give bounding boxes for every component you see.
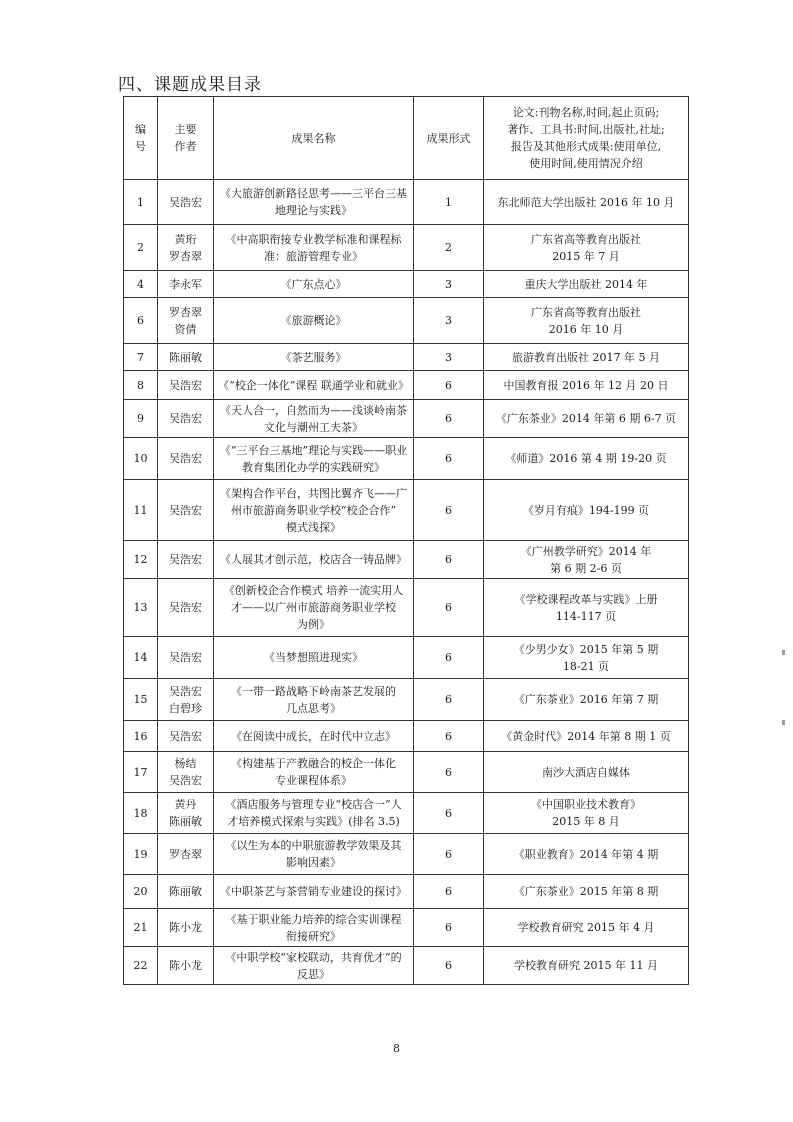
cell-form: 6 — [414, 793, 484, 834]
cell-form: 3 — [414, 271, 484, 298]
cell-authors: 黄珩 罗杏翠 — [158, 225, 214, 271]
cell-form: 6 — [414, 400, 484, 438]
cell-title: 《人展其才创示范，校店合一铸品牌》 — [214, 541, 414, 579]
cell-no: 9 — [124, 400, 158, 438]
cell-form: 6 — [414, 579, 484, 637]
table-row — [124, 875, 689, 909]
header-title: 成果名称 — [214, 97, 414, 180]
table-row — [124, 637, 689, 679]
cell-no: 22 — [124, 947, 158, 985]
cell-publication-info: 广东省高等教育出版社 2015 年 7 月 — [484, 225, 689, 271]
table-row — [124, 541, 689, 579]
cell-publication-info: 《学校课程改革与实践》上册 114-117 页 — [484, 579, 689, 637]
cell-title: 《茶艺服务》 — [214, 344, 414, 371]
header-publication-info: 论文:刊物名称,时间,起止页码; 著作、工具书:时间,出版社,社址; 报告及其他形式成果:使用单位, 使用时间,使用情况介绍 — [484, 97, 689, 180]
cell-publication-info: 广东省高等教育出版社 2016 年 10 月 — [484, 298, 689, 344]
cell-authors: 李永军 — [158, 271, 214, 298]
cell-form: 6 — [414, 909, 484, 947]
cell-authors: 吴浩宏 — [158, 371, 214, 400]
cell-publication-info: 《少男少女》2015 年第 5 期 18-21 页 — [484, 637, 689, 679]
cell-authors: 黄丹 陈丽敏 — [158, 793, 214, 834]
cell-form: 6 — [414, 721, 484, 752]
cell-no: 2 — [124, 225, 158, 271]
cell-publication-info: 旅游教育出版社 2017 年 5 月 — [484, 344, 689, 371]
cell-authors: 陈丽敏 — [158, 875, 214, 909]
table-row — [124, 438, 689, 480]
cell-authors: 陈丽敏 — [158, 344, 214, 371]
cell-no: 19 — [124, 834, 158, 875]
page-number: 8 — [393, 1042, 400, 1055]
header-author: 主要 作者 — [158, 97, 214, 180]
cell-form: 3 — [414, 298, 484, 344]
table-row — [124, 371, 689, 400]
cell-form: 6 — [414, 541, 484, 579]
table-row — [124, 579, 689, 637]
table-row — [124, 225, 689, 271]
cell-authors: 罗杏翠 资倩 — [158, 298, 214, 344]
cell-title: 《基于职业能力培养的综合实训课程 衔接研究》 — [214, 909, 414, 947]
cell-form: 3 — [414, 344, 484, 371]
cell-no: 20 — [124, 875, 158, 909]
cell-no: 12 — [124, 541, 158, 579]
cell-no: 16 — [124, 721, 158, 752]
header-no: 编 号 — [124, 97, 158, 180]
cell-no: 18 — [124, 793, 158, 834]
cell-authors: 陈小龙 — [158, 909, 214, 947]
cell-no: 11 — [124, 480, 158, 541]
cell-title: 《“三平台三基地”理论与实践——职业 教育集团化办学的实践研究》 — [214, 438, 414, 480]
cell-authors: 吴浩宏 白碧珍 — [158, 679, 214, 721]
cell-title: 《架构合作平台，共图比翼齐飞——广 州市旅游商务职业学校“校企合作” 模式浅探》 — [214, 480, 414, 541]
cell-form: 6 — [414, 947, 484, 985]
cell-publication-info: 《职业教育》2014 年第 4 期 — [484, 834, 689, 875]
section-heading: 四、课题成果目录 — [118, 75, 262, 95]
table-row — [124, 834, 689, 875]
table-row — [124, 679, 689, 721]
cell-title: 《构建基于产教融合的校企一体化 专业课程体系》 — [214, 752, 414, 793]
table-row — [124, 400, 689, 438]
cell-publication-info: 中国教育报 2016 年 12 月 20 日 — [484, 371, 689, 400]
table-row — [124, 721, 689, 752]
table-row — [124, 298, 689, 344]
cell-authors: 吴浩宏 — [158, 721, 214, 752]
cell-no: 13 — [124, 579, 158, 637]
cell-title: 《旅游概论》 — [214, 298, 414, 344]
cell-title: 《以生为本的中职旅游教学效果及其 影响因素》 — [214, 834, 414, 875]
cell-publication-info: 《广州教学研究》2014 年 第 6 期 2-6 页 — [484, 541, 689, 579]
cell-title: 《天人合一，自然而为——浅谈岭南茶 文化与潮州工夫茶》 — [214, 400, 414, 438]
cell-no: 4 — [124, 271, 158, 298]
cell-no: 10 — [124, 438, 158, 480]
cell-form: 6 — [414, 371, 484, 400]
table-row — [124, 909, 689, 947]
cell-no: 7 — [124, 344, 158, 371]
cell-form: 6 — [414, 834, 484, 875]
cell-form: 1 — [414, 180, 484, 225]
table-row — [124, 180, 689, 225]
cell-authors: 陈小龙 — [158, 947, 214, 985]
cell-publication-info: 《黄金时代》2014 年第 8 期 1 页 — [484, 721, 689, 752]
table-row — [124, 480, 689, 541]
cell-publication-info: 南沙大酒店自媒体 — [484, 752, 689, 793]
cell-authors: 杨结 吴浩宏 — [158, 752, 214, 793]
cell-authors: 吴浩宏 — [158, 579, 214, 637]
cell-no: 14 — [124, 637, 158, 679]
cell-publication-info: 重庆大学出版社 2014 年 — [484, 271, 689, 298]
cell-authors: 吴浩宏 — [158, 400, 214, 438]
cell-authors: 吴浩宏 — [158, 541, 214, 579]
cell-publication-info: 《广东茶业》2016 年第 7 期 — [484, 679, 689, 721]
cell-title: 《“校企一体化”课程 联通学业和就业》 — [214, 371, 414, 400]
cell-authors: 罗杏翠 — [158, 834, 214, 875]
table-row — [124, 344, 689, 371]
cell-authors: 吴浩宏 — [158, 480, 214, 541]
table-row — [124, 752, 689, 793]
cell-title: 《酒店服务与管理专业“校店合一”人 才培养模式探索与实践》(排名 3.5) — [214, 793, 414, 834]
cell-title: 《中高职衔接专业教学标准和课程标 准：旅游管理专业》 — [214, 225, 414, 271]
cell-title: 《中职学校“家校联动，共育优才”的 反思》 — [214, 947, 414, 985]
scan-mark — [782, 650, 785, 655]
cell-no: 17 — [124, 752, 158, 793]
results-table — [123, 96, 689, 985]
table-header-row — [124, 97, 689, 180]
header-form: 成果形式 — [414, 97, 484, 180]
scan-mark — [782, 720, 785, 725]
cell-publication-info: 学校教育研究 2015 年 11 月 — [484, 947, 689, 985]
table-row — [124, 947, 689, 985]
cell-publication-info: 《岁月有痕》194-199 页 — [484, 480, 689, 541]
cell-publication-info: 《广东茶业》2015 年第 8 期 — [484, 875, 689, 909]
cell-title: 《广东点心》 — [214, 271, 414, 298]
cell-authors: 吴浩宏 — [158, 180, 214, 225]
cell-title: 《大旅游创新路径思考——三平台三基 地理论与实践》 — [214, 180, 414, 225]
table-row — [124, 271, 689, 298]
cell-publication-info: 《广东茶业》2014 年第 6 期 6-7 页 — [484, 400, 689, 438]
cell-form: 6 — [414, 637, 484, 679]
table-row — [124, 793, 689, 834]
cell-title: 《一带一路战略下岭南茶艺发展的 几点思考》 — [214, 679, 414, 721]
cell-form: 6 — [414, 480, 484, 541]
cell-form: 6 — [414, 438, 484, 480]
cell-form: 2 — [414, 225, 484, 271]
cell-no: 15 — [124, 679, 158, 721]
cell-publication-info: 东北师范大学出版社 2016 年 10 月 — [484, 180, 689, 225]
cell-publication-info: 《中国职业技术教育》 2015 年 8 月 — [484, 793, 689, 834]
cell-no: 1 — [124, 180, 158, 225]
cell-title: 《中职茶艺与茶营销专业建设的探讨》 — [214, 875, 414, 909]
cell-authors: 吴浩宏 — [158, 637, 214, 679]
cell-no: 8 — [124, 371, 158, 400]
cell-no: 6 — [124, 298, 158, 344]
cell-title: 《创新校企合作模式 培养一流实用人 才——以广州市旅游商务职业学校 为例》 — [214, 579, 414, 637]
cell-publication-info: 《师道》2016 第 4 期 19-20 页 — [484, 438, 689, 480]
cell-publication-info: 学校教育研究 2015 年 4 月 — [484, 909, 689, 947]
cell-title: 《在阅读中成长，在时代中立志》 — [214, 721, 414, 752]
cell-no: 21 — [124, 909, 158, 947]
cell-form: 6 — [414, 679, 484, 721]
cell-form: 6 — [414, 752, 484, 793]
cell-title: 《当梦想照进现实》 — [214, 637, 414, 679]
cell-authors: 吴浩宏 — [158, 438, 214, 480]
cell-form: 6 — [414, 875, 484, 909]
